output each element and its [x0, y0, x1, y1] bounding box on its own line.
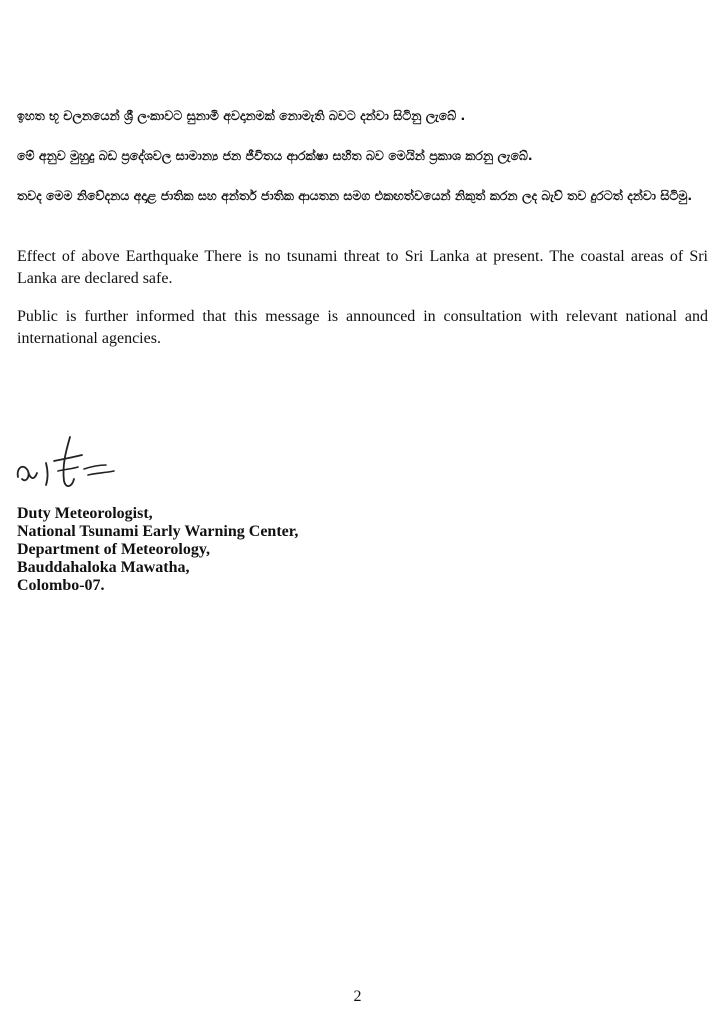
- page-number: 2: [353, 988, 362, 1005]
- signatory-department: Department of Meteorology,: [17, 541, 210, 558]
- handwritten-signature: [10, 425, 130, 500]
- signatory-street: Bauddahaloka Mawatha,: [17, 559, 190, 576]
- sinhala-paragraph-no-threat: ඉහත භූ චලනයෙන් ශ්‍රී ලංකාවට සුනාමි අවදානමක් නොමැති බවට දන්වා සිටිනු ලැබේ .: [17, 108, 466, 123]
- english-paragraph-no-threat: Effect of above Earthquake There is no tsunami threat to Sri Lanka at present. The coastal areas of Sri Lanka are declared safe.: [17, 248, 708, 287]
- signatory-title: Duty Meteorologist,: [17, 505, 153, 522]
- signatory-city: Colombo-07.: [17, 577, 105, 594]
- sinhala-paragraph-consultation: තවද මෙම නිවේදනය අදාළ ජාතික සහ අන්තර් ජාතික ආයතන සමග එකඟත්වයෙන් නිකුත් කරන ලද බැව් තව දුරටත් දන්වා සිටිමු.: [17, 188, 693, 203]
- signatory-organization: National Tsunami Early Warning Center,: [17, 523, 299, 540]
- sinhala-paragraph-coastal-safe: මේ අනුව මුහුදු බඩ ප්‍රදේශවල සාමාන්‍ය ජන ජීවිතය ආරක්ෂා සහිත බව මෙයින් ප්‍රකාශ කරනු ලැබේ.: [17, 148, 533, 163]
- signature-block: [17, 505, 298, 595]
- english-paragraph-consultation: Public is further informed that this message is announced in consultation with relevant national and international agencies.: [17, 308, 708, 347]
